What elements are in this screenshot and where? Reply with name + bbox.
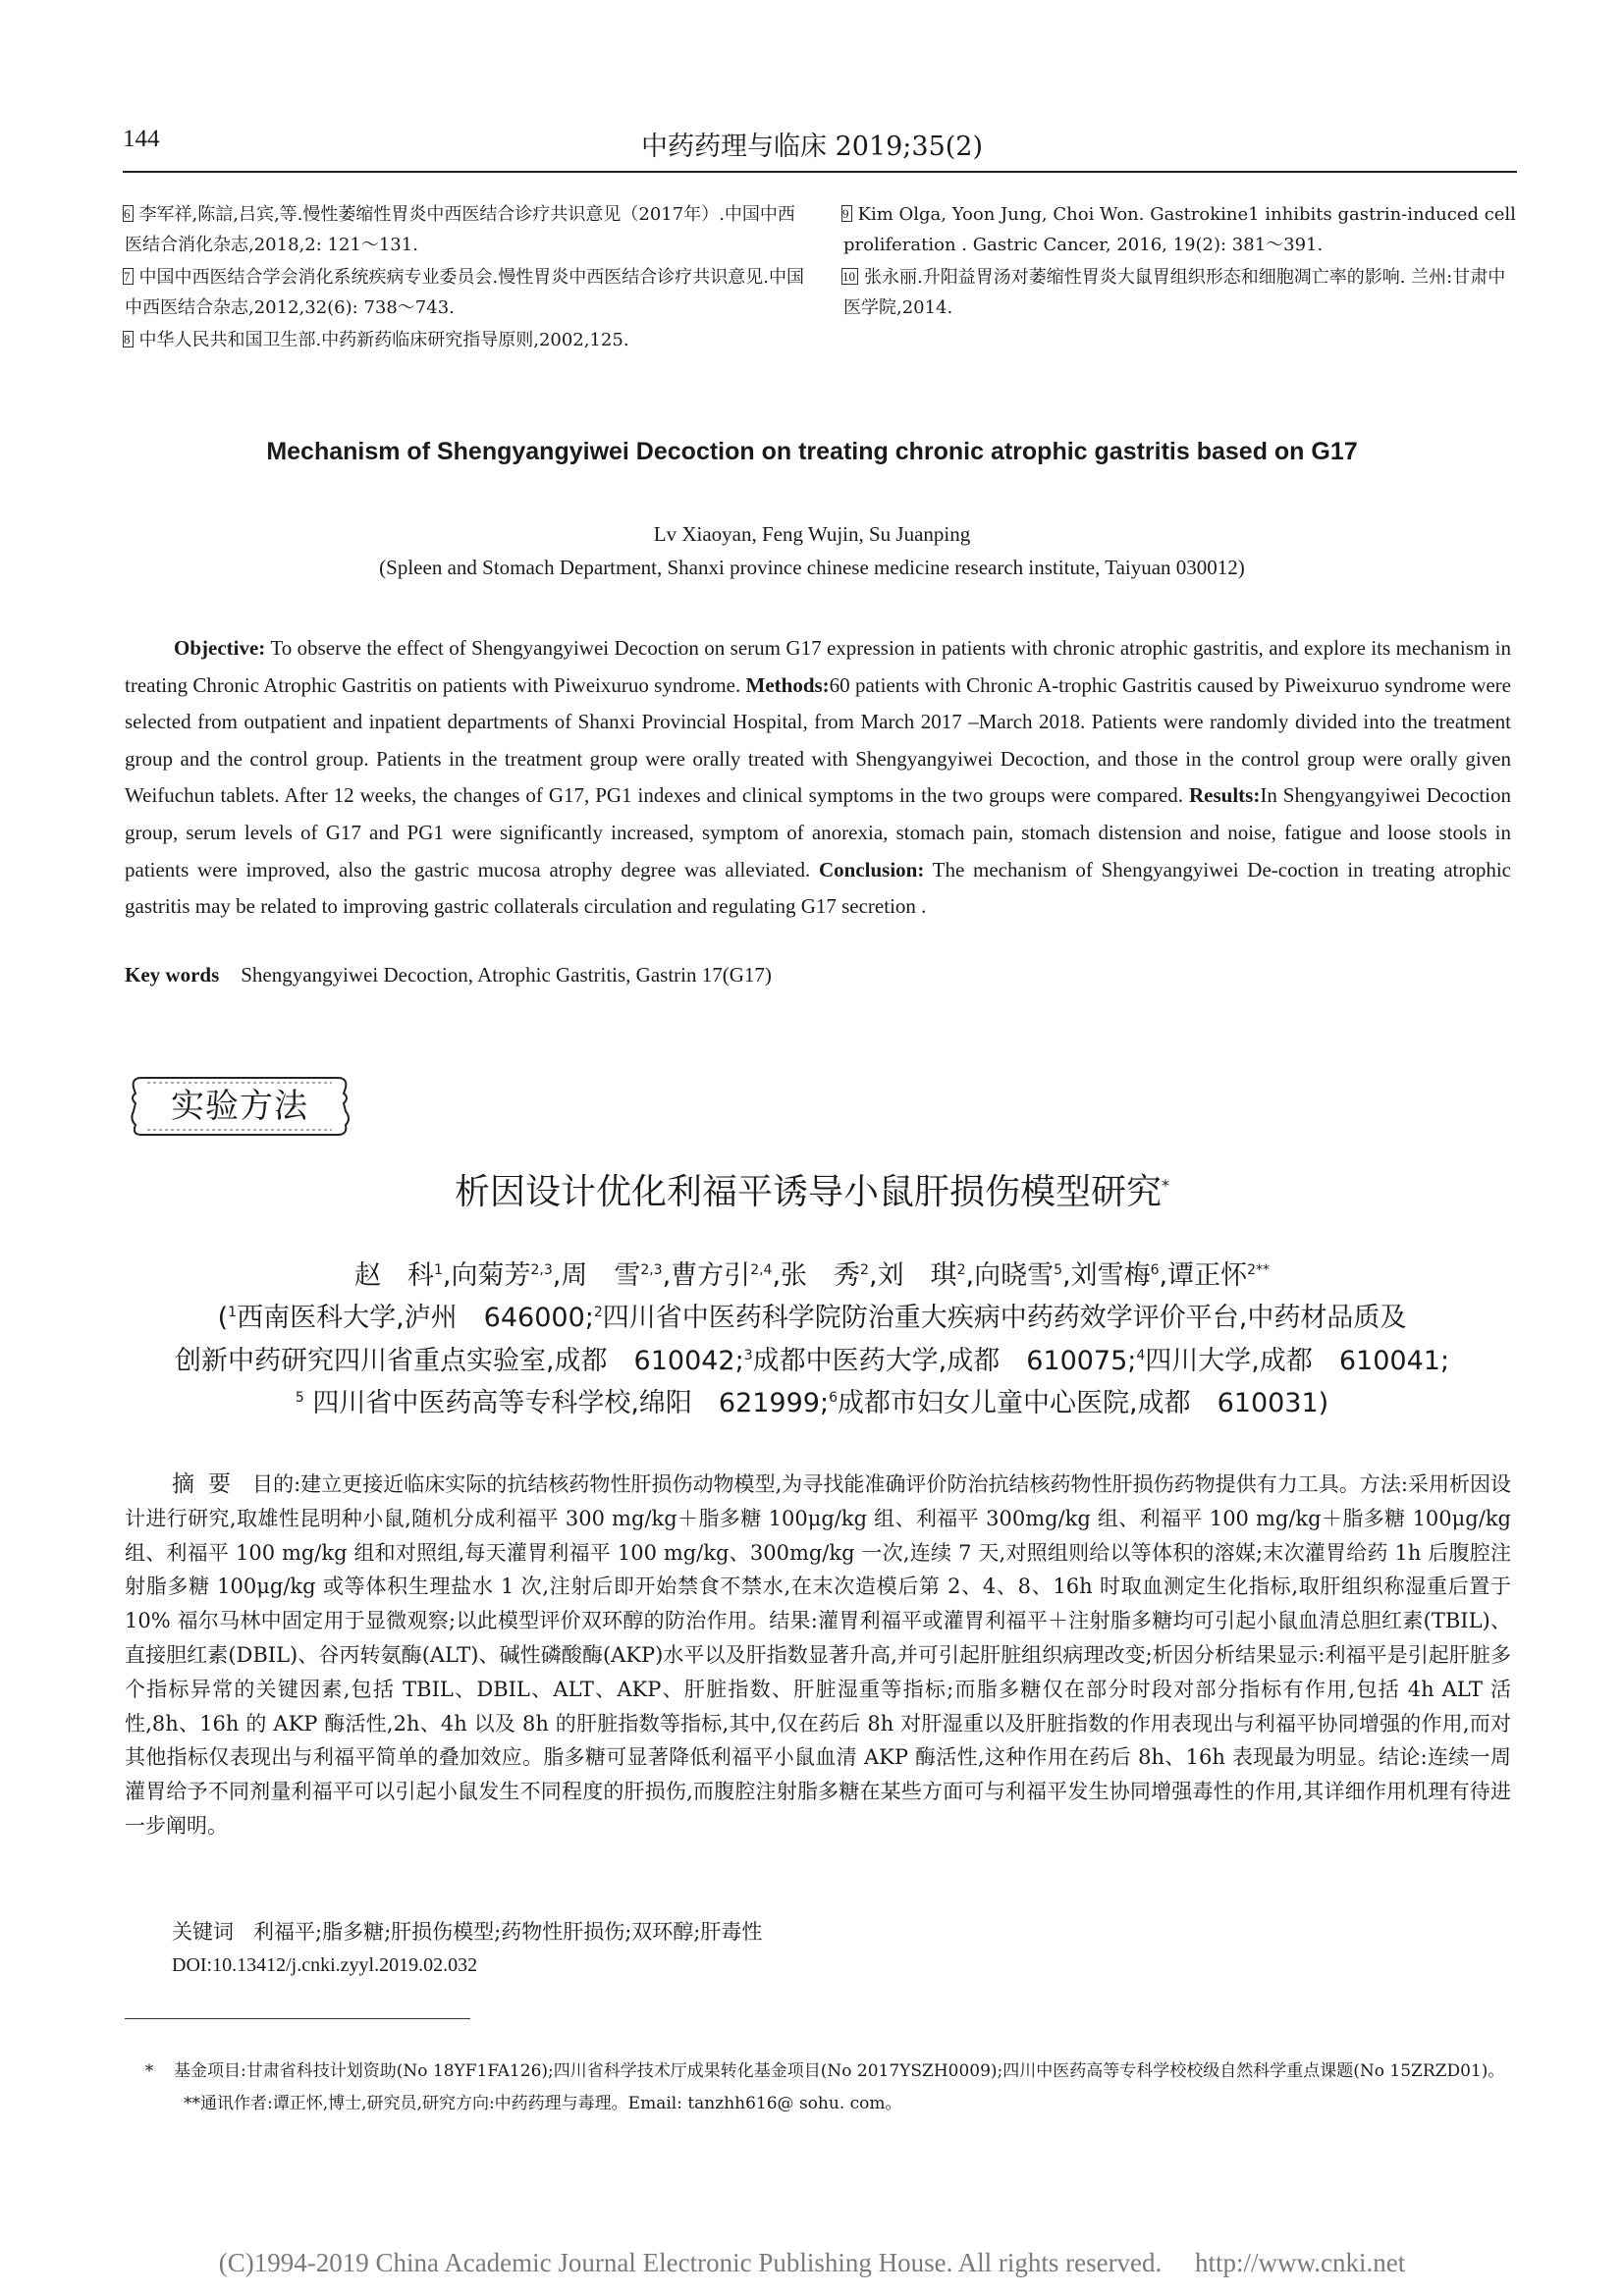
reference-item — [125, 325, 812, 355]
footnotes — [125, 2056, 1511, 2120]
author-affiliation-mark: 2,4 — [750, 1262, 773, 1278]
author-name: 赵 科 — [353, 1260, 434, 1291]
affiliation-text: 四川大学,成都 610041; — [1145, 1346, 1450, 1376]
english-affiliation: (Spleen and Stomach Department, Shanxi province chinese medicine research institute, Taiyuan 030012) — [379, 556, 1245, 579]
english-authors: Lv Xiaoyan, Feng Wujin, Su Juanping — [653, 522, 971, 546]
reference-item — [125, 199, 812, 260]
methods-label: Methods: — [745, 672, 830, 697]
affiliation-text: 西南医科大学,泸州 646000; — [237, 1303, 594, 1333]
doi: DOI:10.13412/j.cnki.zyyl.2019.02.032 — [172, 1954, 478, 1976]
chinese-keywords — [172, 1916, 762, 1946]
affiliation-text: 创新中药研究四川省重点实验室,成都 610042; — [174, 1346, 744, 1376]
author-affiliation-mark: 1 — [433, 1262, 443, 1278]
affiliation-mark: 5 — [295, 1390, 304, 1406]
author-affiliation-mark: 2,3 — [640, 1262, 663, 1278]
author-affiliation-mark: 2** — [1247, 1262, 1271, 1278]
results-label: Results: — [1189, 783, 1261, 808]
article-title — [0, 1164, 1624, 1214]
copyright-notice: (C)1994-2019 China Academic Journal Electronic Publishing House. All rights reserved. http://www.cnki.net — [218, 2248, 1406, 2277]
affiliation-text: 四川省中医药高等专科学校,绵阳 621999; — [303, 1388, 830, 1418]
author-name: 张 秀 — [781, 1260, 861, 1291]
methods-text: 60 patients with Chronic A-trophic Gastritis caused by Piweixuruo syndrome were selected from outpatient and inpatient departments of Shanxi Provincial Hospital, from March 2017 –March 2018. Patients were randomly divided into the treatment group and the control group. Patients in the treatment group were orally treated with Shengyangyiwei Decoction, and those in the control group were orally given Weifuchun tablets. After 12 weeks, the changes of G17, PG1 indexes and clinical symptoms in the two groups were compared. — [125, 672, 1511, 808]
reference-item — [843, 262, 1521, 323]
english-abstract — [125, 630, 1511, 926]
author-name: 向菊芳 — [451, 1260, 531, 1291]
footnote-rule — [125, 2018, 470, 2019]
fund-note: 基金项目:甘肃省科技计划资助(No 18YF1FA126);四川省科学技术厅成果转化基金项目(No 2017YSZH0009);四川中医药高等专科学校校级自然科学重点课题(No 15ZRZD01)。 — [174, 2061, 1505, 2081]
header-rule — [123, 171, 1517, 173]
article-title-mark: * — [1162, 1176, 1169, 1195]
author-name: 曹方引 — [671, 1260, 751, 1291]
keywords-label: Key words — [125, 963, 220, 987]
reference-item — [843, 199, 1521, 260]
affiliation-mark: 6 — [829, 1390, 838, 1406]
affiliation-text: 成都市妇女儿童中心医院,成都 610031) — [838, 1388, 1329, 1418]
english-article-title: Mechanism of Shengyangyiwei Decoction on treating chronic atrophic gastritis based on G17 — [266, 438, 1358, 465]
author-list: 赵 科$^1$,向菊芳$^{2,3}$,周 雪$^{2,3}$,曹方引$^{2,4}$,张 秀$^2$,刘 琪$^2$,向晓雪$^5$,刘雪梅$^6$,谭正怀$^{2**}$ — [353, 1260, 1271, 1291]
conclusion-label: Conclusion: — [818, 857, 925, 881]
conclusion-text: The mechanism of Shengyangyiwei De-coction in treating atrophic gastritis may be related to improving gastric collaterals circulation and regulating G17 secretion . — [125, 857, 1511, 919]
abstract-text: 目的:建立更接近临床实际的抗结核药物性肝损伤动物模型,为寻找能准确评价防治抗结核药物性肝损伤药物提供有力工具。方法:采用析因设计进行研究,取雄性昆明种小鼠,随机分成利福平 300 mg/kg＋脂多糖 100μg/kg 组、利福平 300mg/kg 组、利福平 100 mg/kg＋脂多糖 100μg/kg 组、利福平 100 mg/kg 组和对照组,每天灌胃利福平 100 mg/kg、300mg/kg 一次,连续 7 天,对照组则给以等体积的溶媒;末次灌胃给药 1h 后腹腔注射脂多糖 100μg/kg 或等体积生理盐水 1 次,注射后即开始禁食不禁水,在末次造模后第 2、4、8、16h 时取血测定生化指标,取肝组织称湿重后置于 10% 福尔马林中固定用于显微观察;以此模型评价双环醇的防治作用。结果:灌胃利福平或灌胃利福平＋注射脂多糖均可引起小鼠血清总胆红素(TBIL)、直接胆红素(DBIL)、谷丙转氨酶(ALT)、碱性磷酸酶(AKP)水平以及肝指数显著升高,并可引起肝脏组织病理改变;析因分析结果显示:利福平是引起肝脏多个指标异常的关键因素,包括 TBIL、DBIL、ALT、AKP、肝脏指数、肝脏湿重等指标;而脂多糖仅在部分时段对部分指标有作用,包括 4h ALT 活性,8h、16h 的 AKP 酶活性,2h、4h 以及 8h 的肝脏指数等指标,其中,仅在药后 8h 对肝湿重以及肝脏指数的作用表现出与利福平协同增强的作用,而对其他指标仅表现出与利福平简单的叠加效应。脂多糖可显著降低利福平小鼠血清 AKP 酶活性,这种作用在药后 8h、16h 表现最为明显。结论:连续一周灌胃给予不同剂量利福平可以引起小鼠发生不同程度的肝损伤,而腹腔注射脂多糖在某些方面可与利福平发生协同增强毒性的作用,其详细作用机理有待进一步阐明。 — [125, 1472, 1512, 1838]
affiliation-text: 四川省中医药科学院防治重大疾病中药药效学评价平台,中药材品质及 — [602, 1303, 1407, 1333]
author-name: 刘 琪 — [877, 1260, 957, 1291]
footnote-star: ** — [184, 2094, 200, 2113]
author-affiliation-mark: 2,3 — [530, 1262, 553, 1278]
affiliation-text: 成都中医药大学,成都 610075; — [752, 1346, 1137, 1376]
reference-number: 9 — [841, 205, 852, 222]
correspondence-note: 通讯作者:谭正怀,博士,研究员,研究方向:中药药理与毒理。Email: tanzhh616@ sohu. com。 — [200, 2094, 902, 2113]
reference-item — [125, 262, 812, 323]
author-affiliation-mark: 2 — [956, 1262, 966, 1278]
affiliation-line — [0, 1296, 1624, 1334]
author-affiliation-mark: 6 — [1150, 1262, 1160, 1278]
section-banner-label: 实验方法 — [171, 1087, 308, 1126]
affiliation-mark: 4 — [1136, 1348, 1146, 1363]
reference-number: 10 — [841, 268, 858, 285]
author-name: 向晓雪 — [974, 1260, 1055, 1291]
affiliation-line — [0, 1381, 1624, 1419]
reference-text: 张永丽.升阳益胃汤对萎缩性胃炎大鼠胃组织形态和细胞凋亡率的影响. 兰州:甘肃中医学院,2014. — [843, 267, 1506, 318]
reference-text: 中华人民共和国卫生部.中药新药临床研究指导原则,2002,125. — [138, 330, 629, 350]
affiliation-mark: 3 — [743, 1348, 753, 1363]
page-number: 144 — [123, 126, 160, 152]
objective-label: Objective: — [174, 636, 266, 660]
article-title-text: 析因设计优化利福平诱导小鼠肝损伤模型研究 — [454, 1172, 1162, 1212]
keywords-text: 利福平;脂多糖;肝损伤模型;药物性肝损伤;双环醇;肝毒性 — [253, 1920, 763, 1944]
affiliation-mark: 1 — [228, 1305, 238, 1320]
affiliation-open-paren: ( — [217, 1303, 229, 1333]
chinese-abstract — [125, 1468, 1511, 1843]
keywords-text: Shengyangyiwei Decoction, Atrophic Gastritis, Gastrin 17(G17) — [241, 963, 772, 987]
keywords-label: 关键词 — [172, 1920, 234, 1944]
footnote-star: * — [144, 2061, 154, 2081]
affiliation-line — [0, 1339, 1624, 1377]
journal-header: 中药药理与临床 2019;35(2) — [641, 132, 983, 162]
author-name: 谭正怀 — [1167, 1260, 1248, 1291]
reference-number: 6 — [123, 205, 134, 222]
affiliation-mark: 2 — [593, 1305, 603, 1320]
objective-text: To observe the effect of Shengyangyiwei Decoction on serum G17 expression in patients with chronic atrophic gastritis, and explore its mechanism in treating Chronic Atrophic Gastritis on patients with Piweixuruo syndrome. — [125, 636, 1511, 697]
reference-text: 李军祥,陈誩,吕宾,等.慢性萎缩性胃炎中西医结合诊疗共识意见（2017年）.中国中西医结合消化杂志,2018,2: 121～131. — [125, 204, 795, 255]
reference-text: 中国中西医结合学会消化系统疾病专业委员会.慢性胃炎中西医结合诊疗共识意见.中国中西医结合杂志,2012,32(6): 738～743. — [125, 267, 804, 318]
author-affiliation-mark: 5 — [1054, 1262, 1062, 1278]
author-affiliation-mark: 2 — [860, 1262, 869, 1278]
reference-number: 7 — [123, 268, 134, 285]
abstract-label: 摘要 — [172, 1471, 245, 1497]
results-text: In Shengyangyiwei Decoction group, serum levels of G17 and PG1 were significantly increased, symptom of anorexia, stomach pain, stomach distension and noise, fatigue and loose stools in patients were improved, also the gastric mucosa atrophy degree was alleviated. — [125, 783, 1511, 881]
author-name: 周 雪 — [561, 1260, 641, 1291]
english-keywords — [125, 963, 1511, 988]
reference-number: 8 — [123, 331, 134, 347]
author-name: 刘雪梅 — [1070, 1260, 1151, 1291]
reference-text: Kim Olga, Yoon Jung, Choi Won. Gastrokine1 inhibits gastrin-induced cell proliferation . Gastric Cancer, 2016, 19(2): 381～391. — [843, 204, 1516, 255]
references-right-column — [843, 199, 1521, 325]
references-left-column — [125, 199, 812, 357]
